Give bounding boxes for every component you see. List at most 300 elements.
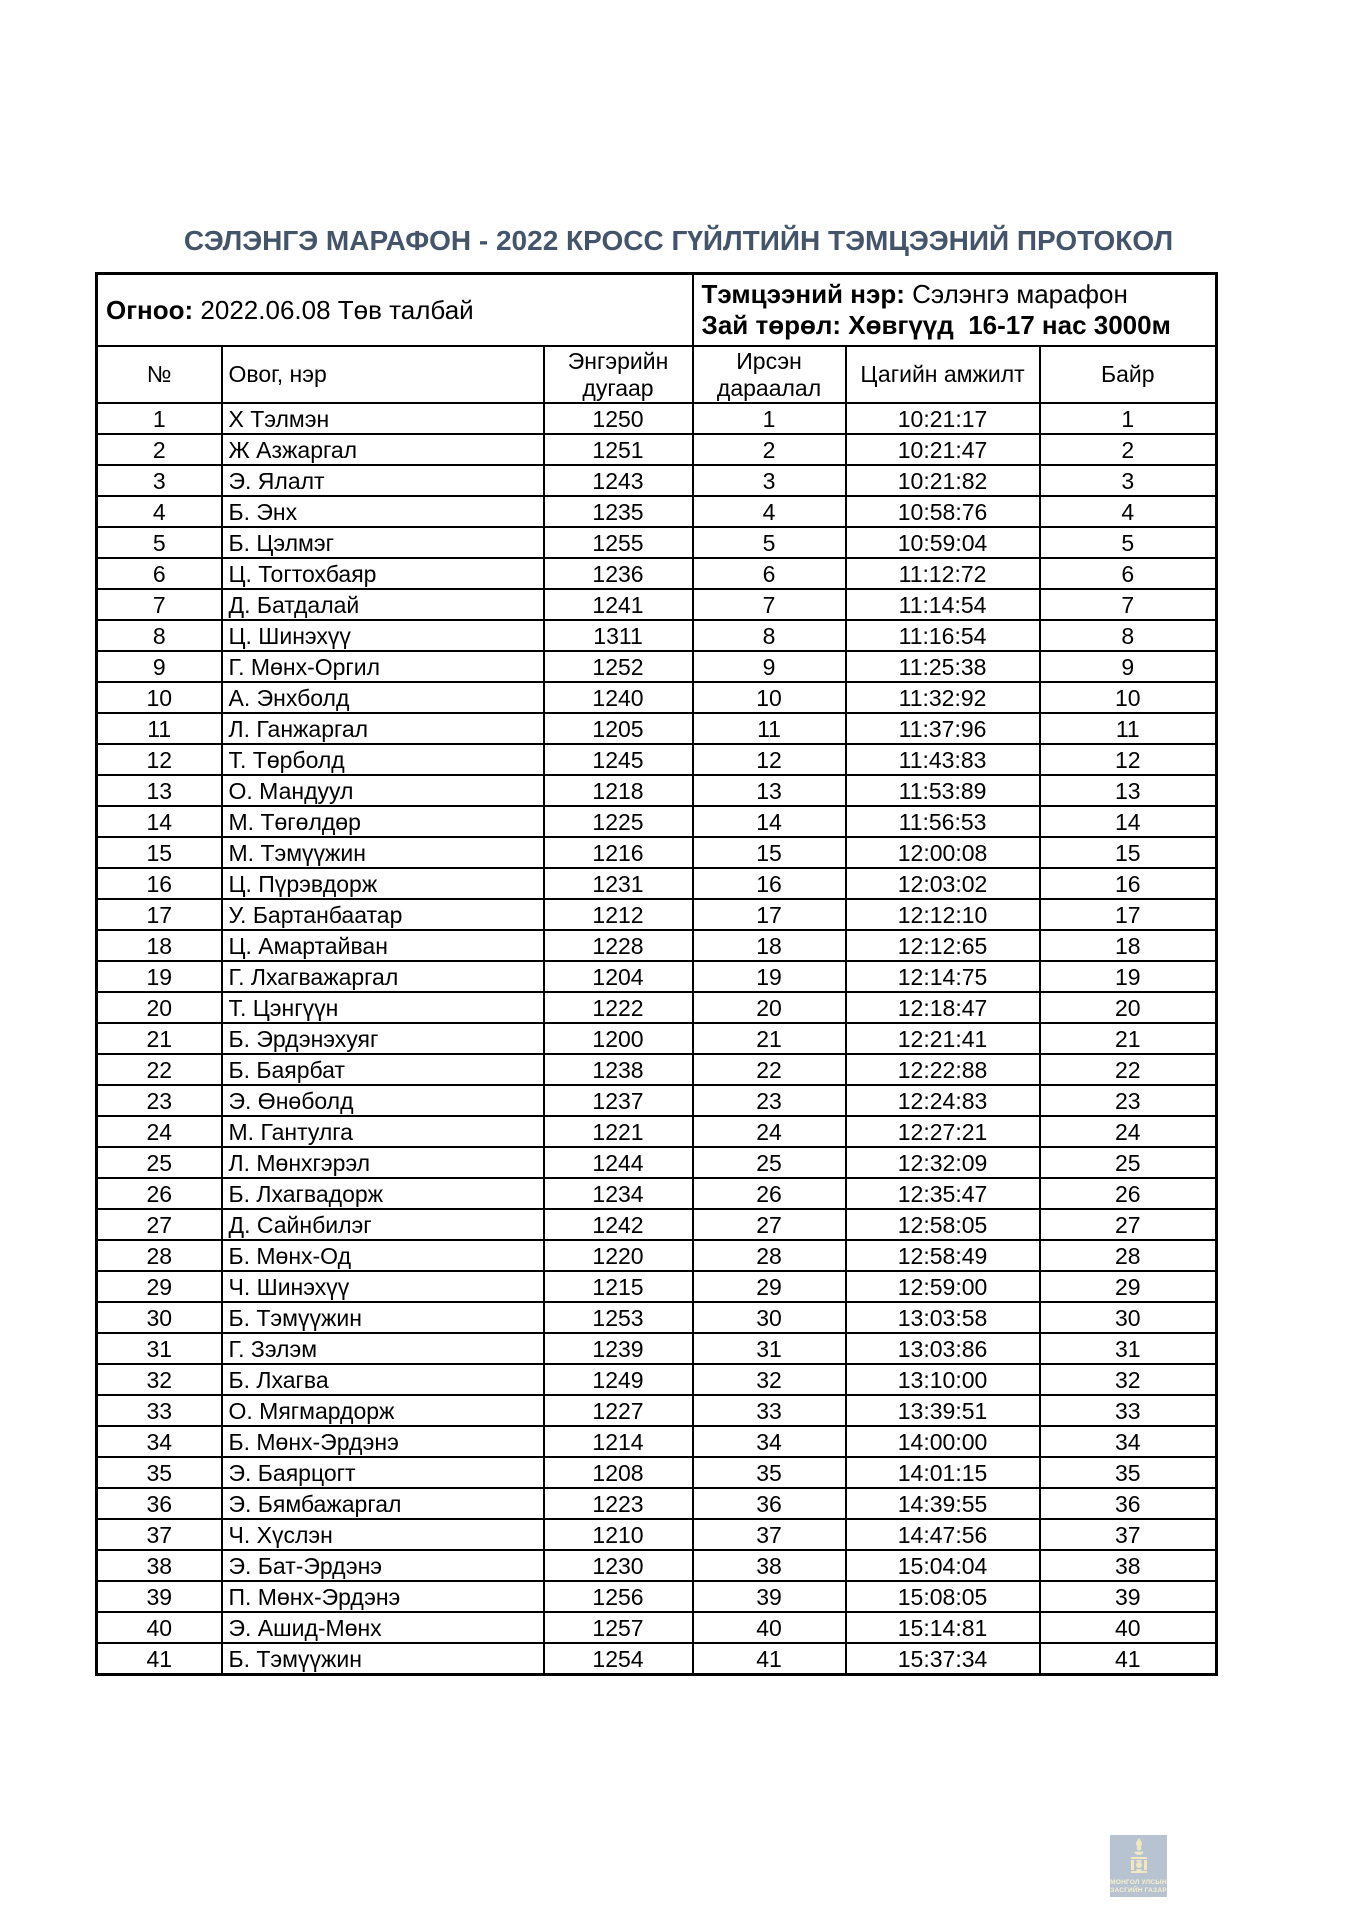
cell-place: 7	[1040, 589, 1217, 620]
cell-place: 32	[1040, 1364, 1217, 1395]
result-row	[97, 434, 1217, 465]
result-row	[97, 1147, 1217, 1178]
cell-name: Л. Ганжаргал	[222, 713, 544, 744]
cell-number: 36	[97, 1488, 222, 1519]
col-header-name: Овог, нэр	[222, 346, 544, 403]
result-row	[97, 1023, 1217, 1054]
cell-time-result: 12:12:10	[846, 899, 1040, 930]
cell-arrival-order: 29	[693, 1271, 846, 1302]
cell-place: 24	[1040, 1116, 1217, 1147]
protocol-table	[95, 272, 1218, 1676]
cell-place: 25	[1040, 1147, 1217, 1178]
cell-place: 40	[1040, 1612, 1217, 1643]
result-row	[97, 620, 1217, 651]
result-row	[97, 682, 1217, 713]
cell-arrival-order: 24	[693, 1116, 846, 1147]
cell-bib-number: 1238	[544, 1054, 693, 1085]
cell-time-result: 12:18:47	[846, 992, 1040, 1023]
cell-time-result: 10:21:82	[846, 465, 1040, 496]
cell-time-result: 12:12:65	[846, 930, 1040, 961]
cell-time-result: 10:21:47	[846, 434, 1040, 465]
cell-arrival-order: 31	[693, 1333, 846, 1364]
cell-name: Ж Азжаргал	[222, 434, 544, 465]
cell-arrival-order: 9	[693, 651, 846, 682]
cell-name: У. Бартанбаатар	[222, 899, 544, 930]
col-header-number: №	[97, 346, 222, 403]
cell-bib-number: 1234	[544, 1178, 693, 1209]
result-row	[97, 496, 1217, 527]
cell-arrival-order: 40	[693, 1612, 846, 1643]
cell-arrival-order: 28	[693, 1240, 846, 1271]
cell-number: 24	[97, 1116, 222, 1147]
cell-place: 9	[1040, 651, 1217, 682]
cell-place: 15	[1040, 837, 1217, 868]
result-row	[97, 1054, 1217, 1085]
cell-number: 5	[97, 527, 222, 558]
cell-bib-number: 1218	[544, 775, 693, 806]
cell-number: 40	[97, 1612, 222, 1643]
cell-bib-number: 1214	[544, 1426, 693, 1457]
result-row	[97, 1581, 1217, 1612]
result-row	[97, 1364, 1217, 1395]
cell-number: 13	[97, 775, 222, 806]
cell-bib-number: 1243	[544, 465, 693, 496]
cell-bib-number: 1239	[544, 1333, 693, 1364]
cell-time-result: 12:59:00	[846, 1271, 1040, 1302]
cell-name: Ц. Пүрэвдорж	[222, 868, 544, 899]
cell-name: Э. Баярцогт	[222, 1457, 544, 1488]
cell-arrival-order: 2	[693, 434, 846, 465]
cell-arrival-order: 14	[693, 806, 846, 837]
cell-time-result: 13:10:00	[846, 1364, 1040, 1395]
cell-arrival-order: 36	[693, 1488, 846, 1519]
result-row	[97, 713, 1217, 744]
cell-number: 30	[97, 1302, 222, 1333]
logo-text-line1: МОНГОЛ УЛСЫН	[1110, 1879, 1167, 1886]
cell-time-result: 14:47:56	[846, 1519, 1040, 1550]
cell-time-result: 13:39:51	[846, 1395, 1040, 1426]
competition-cell	[693, 274, 1217, 347]
cell-bib-number: 1255	[544, 527, 693, 558]
cell-number: 22	[97, 1054, 222, 1085]
cell-bib-number: 1241	[544, 589, 693, 620]
cell-place: 35	[1040, 1457, 1217, 1488]
cell-bib-number: 1256	[544, 1581, 693, 1612]
cell-bib-number: 1215	[544, 1271, 693, 1302]
cell-name: Б. Тэмүүжин	[222, 1302, 544, 1333]
cell-time-result: 11:25:38	[846, 651, 1040, 682]
cell-name: Э. Бямбажаргал	[222, 1488, 544, 1519]
cell-bib-number: 1311	[544, 620, 693, 651]
cell-arrival-order: 30	[693, 1302, 846, 1333]
cell-bib-number: 1245	[544, 744, 693, 775]
cell-number: 26	[97, 1178, 222, 1209]
cell-arrival-order: 8	[693, 620, 846, 651]
cell-name: Ч. Хүслэн	[222, 1519, 544, 1550]
cell-time-result: 15:37:34	[846, 1643, 1040, 1675]
table-header-row	[97, 346, 1217, 403]
cell-name: Э. Ашид-Мөнх	[222, 1612, 544, 1643]
cell-bib-number: 1244	[544, 1147, 693, 1178]
cell-arrival-order: 7	[693, 589, 846, 620]
cell-place: 18	[1040, 930, 1217, 961]
cell-bib-number: 1252	[544, 651, 693, 682]
cell-name: Э. Ялалт	[222, 465, 544, 496]
cell-arrival-order: 20	[693, 992, 846, 1023]
result-row	[97, 868, 1217, 899]
cell-arrival-order: 21	[693, 1023, 846, 1054]
cell-arrival-order: 18	[693, 930, 846, 961]
result-row	[97, 403, 1217, 434]
result-row	[97, 1612, 1217, 1643]
date-value: 2022.06.08 Төв талбай	[200, 294, 474, 325]
cell-name: Ц. Тогтохбаяр	[222, 558, 544, 589]
col-header-time-result: Цагийн амжилт	[846, 346, 1040, 403]
cell-time-result: 11:53:89	[846, 775, 1040, 806]
cell-time-result: 12:24:83	[846, 1085, 1040, 1116]
cell-arrival-order: 26	[693, 1178, 846, 1209]
cell-bib-number: 1240	[544, 682, 693, 713]
result-row	[97, 465, 1217, 496]
cell-name: Ч. Шинэхүү	[222, 1271, 544, 1302]
cell-place: 19	[1040, 961, 1217, 992]
cell-place: 26	[1040, 1178, 1217, 1209]
cell-number: 1	[97, 403, 222, 434]
cell-name: Б. Цэлмэг	[222, 527, 544, 558]
cell-place: 8	[1040, 620, 1217, 651]
cell-name: Э. Өнөболд	[222, 1085, 544, 1116]
cell-place: 22	[1040, 1054, 1217, 1085]
cell-time-result: 10:21:17	[846, 403, 1040, 434]
cell-time-result: 12:32:09	[846, 1147, 1040, 1178]
cell-place: 36	[1040, 1488, 1217, 1519]
cell-place: 41	[1040, 1643, 1217, 1675]
cell-name: М. Тэмүүжин	[222, 837, 544, 868]
cell-place: 13	[1040, 775, 1217, 806]
cell-bib-number: 1220	[544, 1240, 693, 1271]
cell-bib-number: 1235	[544, 496, 693, 527]
date-cell	[97, 274, 693, 347]
cell-arrival-order: 22	[693, 1054, 846, 1085]
cell-place: 16	[1040, 868, 1217, 899]
cell-bib-number: 1231	[544, 868, 693, 899]
cell-number: 27	[97, 1209, 222, 1240]
cell-arrival-order: 41	[693, 1643, 846, 1675]
cell-name: Б. Мөнх-Эрдэнэ	[222, 1426, 544, 1457]
cell-place: 4	[1040, 496, 1217, 527]
cell-place: 11	[1040, 713, 1217, 744]
cell-place: 10	[1040, 682, 1217, 713]
page-title: СЭЛЭНГЭ МАРАФОН - 2022 КРОСС ГҮЙЛТИЙН ТЭМЦЭЭНИЙ ПРОТОКОЛ	[183, 225, 1174, 256]
result-row	[97, 651, 1217, 682]
cell-number: 4	[97, 496, 222, 527]
cell-number: 38	[97, 1550, 222, 1581]
col-header-bib-number: Энгэрийн дугаар	[544, 346, 693, 403]
cell-arrival-order: 15	[693, 837, 846, 868]
cell-number: 37	[97, 1519, 222, 1550]
cell-time-result: 15:04:04	[846, 1550, 1040, 1581]
cell-place: 3	[1040, 465, 1217, 496]
cell-number: 35	[97, 1457, 222, 1488]
cell-arrival-order: 17	[693, 899, 846, 930]
cell-place: 39	[1040, 1581, 1217, 1612]
cell-name: Б. Тэмүүжин	[222, 1643, 544, 1675]
soyombo-icon	[1126, 1838, 1152, 1874]
cell-place: 30	[1040, 1302, 1217, 1333]
result-row	[97, 1643, 1217, 1675]
result-row	[97, 1240, 1217, 1271]
cell-time-result: 14:00:00	[846, 1426, 1040, 1457]
result-row	[97, 930, 1217, 961]
cell-arrival-order: 13	[693, 775, 846, 806]
cell-bib-number: 1253	[544, 1302, 693, 1333]
result-row	[97, 1457, 1217, 1488]
cell-place: 6	[1040, 558, 1217, 589]
cell-time-result: 10:59:04	[846, 527, 1040, 558]
cell-number: 19	[97, 961, 222, 992]
cell-number: 39	[97, 1581, 222, 1612]
cell-time-result: 12:21:41	[846, 1023, 1040, 1054]
cell-place: 20	[1040, 992, 1217, 1023]
cell-name: Б. Эрдэнэхуяг	[222, 1023, 544, 1054]
result-row	[97, 558, 1217, 589]
cell-bib-number: 1228	[544, 930, 693, 961]
cell-bib-number: 1200	[544, 1023, 693, 1054]
cell-name: Б. Баярбат	[222, 1054, 544, 1085]
result-row	[97, 1395, 1217, 1426]
cell-time-result: 12:00:08	[846, 837, 1040, 868]
cell-bib-number: 1223	[544, 1488, 693, 1519]
cell-time-result: 12:58:05	[846, 1209, 1040, 1240]
cell-time-result: 13:03:58	[846, 1302, 1040, 1333]
result-row	[97, 806, 1217, 837]
cell-place: 23	[1040, 1085, 1217, 1116]
cell-number: 17	[97, 899, 222, 930]
distance-category-label: Зай төрөл:	[701, 310, 842, 340]
cell-time-result: 12:58:49	[846, 1240, 1040, 1271]
result-row	[97, 589, 1217, 620]
cell-name: О. Мягмардорж	[222, 1395, 544, 1426]
cell-arrival-order: 3	[693, 465, 846, 496]
distance-category-value: Хөвгүүд 16-17 нас 3000м	[848, 310, 1171, 340]
cell-bib-number: 1257	[544, 1612, 693, 1643]
cell-time-result: 12:14:75	[846, 961, 1040, 992]
cell-number: 33	[97, 1395, 222, 1426]
cell-name: Б. Мөнх-Од	[222, 1240, 544, 1271]
cell-name: О. Мандуул	[222, 775, 544, 806]
cell-arrival-order: 11	[693, 713, 846, 744]
cell-arrival-order: 33	[693, 1395, 846, 1426]
cell-bib-number: 1237	[544, 1085, 693, 1116]
cell-place: 37	[1040, 1519, 1217, 1550]
result-row	[97, 899, 1217, 930]
result-row	[97, 1209, 1217, 1240]
cell-time-result: 11:32:92	[846, 682, 1040, 713]
cell-bib-number: 1204	[544, 961, 693, 992]
cell-number: 3	[97, 465, 222, 496]
cell-bib-number: 1210	[544, 1519, 693, 1550]
cell-number: 34	[97, 1426, 222, 1457]
cell-number: 14	[97, 806, 222, 837]
result-row	[97, 1426, 1217, 1457]
cell-bib-number: 1242	[544, 1209, 693, 1240]
cell-time-result: 15:08:05	[846, 1581, 1040, 1612]
cell-place: 21	[1040, 1023, 1217, 1054]
cell-place: 14	[1040, 806, 1217, 837]
cell-name: Ц. Шинэхүү	[222, 620, 544, 651]
cell-bib-number: 1216	[544, 837, 693, 868]
cell-place: 34	[1040, 1426, 1217, 1457]
cell-name: П. Мөнх-Эрдэнэ	[222, 1581, 544, 1612]
cell-name: Б. Лхагвадорж	[222, 1178, 544, 1209]
cell-number: 20	[97, 992, 222, 1023]
cell-time-result: 15:14:81	[846, 1612, 1040, 1643]
cell-place: 1	[1040, 403, 1217, 434]
cell-name: Г. Зэлэм	[222, 1333, 544, 1364]
cell-number: 16	[97, 868, 222, 899]
cell-number: 23	[97, 1085, 222, 1116]
mongolia-government-logo	[1110, 1835, 1167, 1897]
cell-number: 11	[97, 713, 222, 744]
cell-arrival-order: 6	[693, 558, 846, 589]
result-row	[97, 744, 1217, 775]
cell-number: 25	[97, 1147, 222, 1178]
cell-number: 41	[97, 1643, 222, 1675]
cell-number: 29	[97, 1271, 222, 1302]
cell-bib-number: 1250	[544, 403, 693, 434]
cell-place: 33	[1040, 1395, 1217, 1426]
cell-arrival-order: 38	[693, 1550, 846, 1581]
cell-arrival-order: 19	[693, 961, 846, 992]
result-row	[97, 992, 1217, 1023]
cell-time-result: 14:01:15	[846, 1457, 1040, 1488]
cell-number: 6	[97, 558, 222, 589]
cell-arrival-order: 39	[693, 1581, 846, 1612]
cell-arrival-order: 4	[693, 496, 846, 527]
cell-time-result: 11:14:54	[846, 589, 1040, 620]
logo-text-line2: ЗАСГИЙН ГАЗАР	[1110, 1886, 1167, 1894]
cell-name: А. Энхболд	[222, 682, 544, 713]
cell-number: 10	[97, 682, 222, 713]
cell-bib-number: 1222	[544, 992, 693, 1023]
cell-place: 12	[1040, 744, 1217, 775]
cell-place: 17	[1040, 899, 1217, 930]
cell-number: 8	[97, 620, 222, 651]
cell-number: 18	[97, 930, 222, 961]
cell-arrival-order: 10	[693, 682, 846, 713]
result-row	[97, 961, 1217, 992]
cell-place: 29	[1040, 1271, 1217, 1302]
cell-bib-number: 1251	[544, 434, 693, 465]
cell-place: 27	[1040, 1209, 1217, 1240]
cell-bib-number: 1249	[544, 1364, 693, 1395]
cell-arrival-order: 23	[693, 1085, 846, 1116]
cell-bib-number: 1212	[544, 899, 693, 930]
date-label: Огноо:	[106, 294, 194, 325]
cell-bib-number: 1227	[544, 1395, 693, 1426]
cell-place: 28	[1040, 1240, 1217, 1271]
cell-time-result: 11:56:53	[846, 806, 1040, 837]
cell-arrival-order: 16	[693, 868, 846, 899]
cell-name: Г. Мөнх-Оргил	[222, 651, 544, 682]
result-row	[97, 527, 1217, 558]
cell-time-result: 14:39:55	[846, 1488, 1040, 1519]
cell-place: 5	[1040, 527, 1217, 558]
distance-category-line	[702, 310, 1208, 341]
cell-time-result: 12:03:02	[846, 868, 1040, 899]
cell-number: 32	[97, 1364, 222, 1395]
competition-name-label: Тэмцээний нэр:	[701, 279, 905, 309]
cell-arrival-order: 32	[693, 1364, 846, 1395]
col-header-arrival-order: Ирсэн дараалал	[693, 346, 846, 403]
cell-name: Д. Батдалай	[222, 589, 544, 620]
cell-name: Э. Бат-Эрдэнэ	[222, 1550, 544, 1581]
cell-number: 21	[97, 1023, 222, 1054]
cell-arrival-order: 34	[693, 1426, 846, 1457]
cell-time-result: 12:27:21	[846, 1116, 1040, 1147]
cell-bib-number: 1225	[544, 806, 693, 837]
cell-number: 9	[97, 651, 222, 682]
result-row	[97, 1116, 1217, 1147]
result-row	[97, 775, 1217, 806]
cell-arrival-order: 25	[693, 1147, 846, 1178]
results-tbody	[97, 274, 1217, 1675]
cell-name: Л. Мөнхгэрэл	[222, 1147, 544, 1178]
cell-place: 2	[1040, 434, 1217, 465]
cell-bib-number: 1254	[544, 1643, 693, 1675]
cell-time-result: 12:35:47	[846, 1178, 1040, 1209]
cell-bib-number: 1236	[544, 558, 693, 589]
cell-name: Ц. Амартайван	[222, 930, 544, 961]
cell-number: 15	[97, 837, 222, 868]
cell-place: 38	[1040, 1550, 1217, 1581]
cell-time-result: 11:37:96	[846, 713, 1040, 744]
info-row	[97, 274, 1217, 347]
cell-time-result: 11:12:72	[846, 558, 1040, 589]
result-row	[97, 1085, 1217, 1116]
cell-name: М. Төгөлдөр	[222, 806, 544, 837]
cell-time-result: 11:16:54	[846, 620, 1040, 651]
cell-arrival-order: 5	[693, 527, 846, 558]
cell-name: Х Тэлмэн	[222, 403, 544, 434]
cell-bib-number: 1230	[544, 1550, 693, 1581]
result-row	[97, 1178, 1217, 1209]
result-row	[97, 1488, 1217, 1519]
cell-arrival-order: 27	[693, 1209, 846, 1240]
cell-arrival-order: 12	[693, 744, 846, 775]
cell-name: Т. Төрболд	[222, 744, 544, 775]
cell-bib-number: 1208	[544, 1457, 693, 1488]
cell-number: 2	[97, 434, 222, 465]
result-row	[97, 1550, 1217, 1581]
cell-number: 28	[97, 1240, 222, 1271]
result-row	[97, 1271, 1217, 1302]
cell-time-result: 11:43:83	[846, 744, 1040, 775]
cell-arrival-order: 35	[693, 1457, 846, 1488]
cell-bib-number: 1221	[544, 1116, 693, 1147]
cell-name: М. Гантулга	[222, 1116, 544, 1147]
cell-name: Г. Лхагважаргал	[222, 961, 544, 992]
cell-number: 31	[97, 1333, 222, 1364]
cell-time-result: 12:22:88	[846, 1054, 1040, 1085]
competition-name-line	[702, 279, 1208, 310]
cell-time-result: 10:58:76	[846, 496, 1040, 527]
cell-name: Т. Цэнгүүн	[222, 992, 544, 1023]
cell-arrival-order: 37	[693, 1519, 846, 1550]
cell-name: Д. Сайнбилэг	[222, 1209, 544, 1240]
result-row	[97, 1333, 1217, 1364]
cell-time-result: 13:03:86	[846, 1333, 1040, 1364]
